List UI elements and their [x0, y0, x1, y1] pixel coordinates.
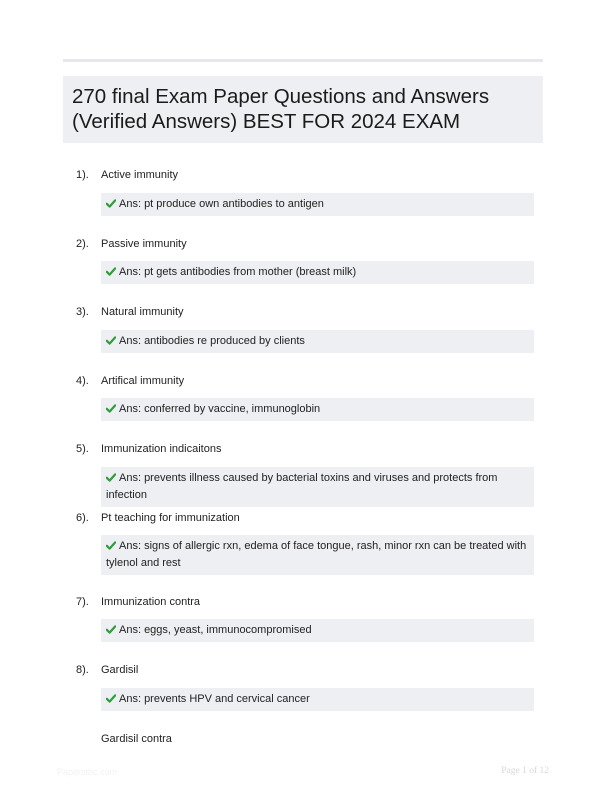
- check-icon: [106, 541, 116, 550]
- check-icon: [106, 694, 116, 703]
- question-text: Gardisil contra: [101, 733, 172, 745]
- question-text: Pt teaching for immunization: [101, 512, 240, 524]
- answer-text: Ans: antibodies re produced by clients: [119, 335, 305, 347]
- answer-box: [101, 688, 534, 711]
- check-icon: [106, 336, 116, 345]
- answer-text: Ans: prevents illness caused by bacterial toxins and viruses and protects from infection: [106, 472, 498, 501]
- title-panel: [63, 76, 543, 143]
- question-number: 1).: [76, 169, 89, 181]
- check-icon: [106, 625, 116, 634]
- footer-site: Paperstbc.com: [57, 767, 118, 777]
- check-icon: [106, 199, 116, 208]
- answer-box: [101, 619, 534, 642]
- question-text: Gardisil: [101, 664, 139, 676]
- question-text: Natural immunity: [101, 306, 184, 318]
- question-text: Artifical immunity: [101, 375, 185, 387]
- answer-box: [101, 193, 534, 216]
- answer-text: Ans: signs of allergic rxn, edema of face tongue, rash, minor rxn can be treated with tylenol and rest: [106, 540, 527, 569]
- answer-box: [101, 535, 534, 575]
- question-text: Immunization indicaitons: [101, 443, 222, 455]
- answer-text: Ans: pt produce own antibodies to antigen: [119, 198, 324, 210]
- question-text: Immunization contra: [101, 596, 201, 608]
- check-icon: [106, 404, 116, 413]
- question-text: Passive immunity: [101, 238, 187, 250]
- answer-box: [101, 261, 534, 284]
- answer-text: Ans: pt gets antibodies from mother (breast milk): [119, 266, 357, 278]
- question-number: 5).: [76, 443, 89, 455]
- page-title: 270 final Exam Paper Questions and Answers (Verified Answers) BEST FOR 2024 EXAM: [72, 85, 490, 133]
- question-number: 3).: [76, 306, 89, 318]
- answer-text: Ans: eggs, yeast, immunocompromised: [119, 624, 312, 636]
- answer-box: [101, 398, 534, 421]
- question-text: Active immunity: [101, 169, 179, 181]
- answer-box: [101, 330, 534, 353]
- question-number: 8).: [76, 664, 89, 676]
- question-number: 2).: [76, 238, 89, 250]
- page-indicator: Page 1 of 12: [501, 766, 549, 776]
- answer-box: [101, 467, 534, 507]
- top-divider: [63, 59, 543, 62]
- answer-text: Ans: conferred by vaccine, immunoglobin: [119, 403, 321, 415]
- question-number: 6).: [76, 512, 89, 524]
- check-icon: [106, 473, 116, 482]
- answer-text: Ans: prevents HPV and cervical cancer: [119, 693, 310, 705]
- question-number: 7).: [76, 596, 89, 608]
- check-icon: [106, 267, 116, 276]
- question-number: 4).: [76, 375, 89, 387]
